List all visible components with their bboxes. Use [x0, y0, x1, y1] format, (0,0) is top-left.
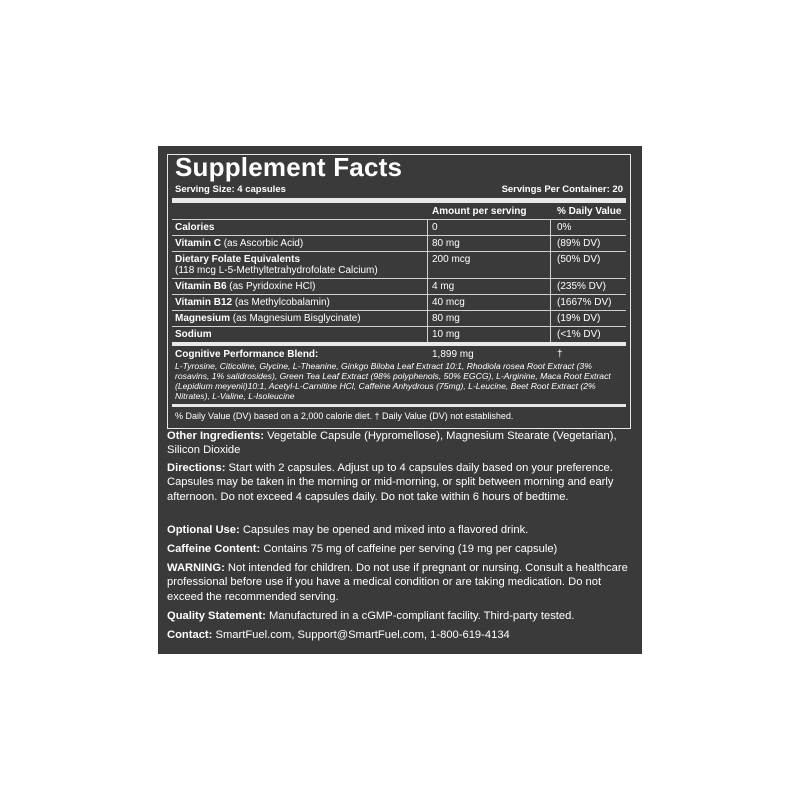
nutrient-desc: (as Pyridoxine HCl) — [226, 281, 316, 292]
row-divider — [172, 251, 626, 252]
supplement-label-panel — [158, 146, 642, 654]
blend-name: Cognitive Performance Blend: — [175, 349, 319, 360]
caffeine-content — [167, 542, 637, 556]
section-text: Not intended for children. Do not use if pregnant or nursing. Consult a healthcare professional before use if you have a medical condition or are taking medication. Do not exceed the recommended serving. — [167, 562, 628, 603]
nutrient-name: Calories — [175, 222, 215, 233]
row-divider — [172, 310, 626, 311]
nutrient-desc: (as Ascorbic Acid) — [220, 238, 304, 249]
blend-amount: 1,899 mg — [432, 349, 474, 360]
thick-divider — [172, 404, 626, 407]
section-text: Contains 75 mg of caffeine per serving (19 mg per capsule) — [260, 543, 558, 555]
column-divider — [427, 220, 428, 342]
nutrient-amount: 40 mcg — [432, 297, 465, 308]
thick-divider — [172, 342, 626, 346]
row-divider — [172, 278, 626, 279]
nutrient-dv: (50% DV) — [557, 254, 601, 265]
thin-divider — [172, 219, 626, 220]
nutrient-desc: (118 mcg L-5-Methyltetrahydrofolate Calcium) — [175, 265, 378, 276]
blend-dv: † — [557, 349, 563, 360]
quality-statement — [167, 609, 637, 623]
nutrient-name: Vitamin B12 — [175, 297, 233, 308]
nutrient-amount: 80 mg — [432, 313, 460, 324]
section-text: SmartFuel.com, Support@SmartFuel.com, 1-800-619-4134 — [212, 629, 510, 641]
nutrient-desc: (as Methylcobalamin) — [232, 297, 330, 308]
nutrient-desc: (as Magnesium Bisglycinate) — [230, 313, 361, 324]
section-text: Manufactured in a cGMP-compliant facility. Third-party tested. — [265, 610, 575, 622]
nutrient-name: Dietary Folate Equivalents — [175, 254, 301, 265]
servings-per-container: Servings Per Container: 20 — [501, 184, 623, 195]
supplement-facts-box — [167, 154, 631, 429]
section-text: Capsules may be opened and mixed into a flavored drink. — [239, 524, 529, 536]
nutrient-amount: 80 mg — [432, 238, 460, 249]
col-amount-header: Amount per serving — [432, 206, 527, 217]
section-label: WARNING: — [167, 562, 225, 574]
other-ingredients — [167, 429, 637, 458]
directions — [167, 461, 637, 504]
section-label: Caffeine Content: — [167, 543, 261, 555]
nutrient-dv: (1667% DV) — [557, 297, 612, 308]
contact — [167, 628, 637, 642]
facts-title: Supplement Facts — [175, 152, 403, 182]
nutrient-name: Vitamin C — [175, 238, 221, 249]
nutrient-dv: (<1% DV) — [557, 329, 601, 340]
section-label: Contact: — [167, 629, 213, 641]
nutrient-dv: (235% DV) — [557, 281, 606, 292]
section-label: Quality Statement: — [167, 610, 266, 622]
col-dv-header: % Daily Value — [557, 206, 622, 217]
dv-footnote: % Daily Value (DV) based on a 2,000 calorie diet. † Daily Value (DV) not established. — [175, 411, 514, 421]
row-divider — [172, 326, 626, 327]
section-label: Other Ingredients: — [167, 430, 264, 442]
nutrient-amount: 10 mg — [432, 329, 460, 340]
blend-ingredients: L-Tyrosine, Citicoline, Glycine, L-Theanine, Ginkgo Biloba Leaf Extract 10:1, Rhodiola rosea Root Extract (3% rosavins, 1% salidrosides), Green Tea Leaf Extract (98% polyphenols, 50% EGCG), L-Arginine, Maca Root Extract (Lepidium meyenii)10:1, Acetyl-L-Carnitine HCl, Caffeine Anhydrous (75mg), L-Leucine, Beet Root Extract (2% Nitrates), L-Valine, L-Isoleucine — [175, 361, 611, 401]
thick-divider — [172, 198, 626, 203]
nutrient-amount: 4 mg — [432, 281, 455, 292]
nutrient-amount: 200 mcg — [432, 254, 471, 265]
section-text: Start with 2 capsules. Adjust up to 4 capsules daily based on your preference. Capsules may be taken in the morning or mid-morning, or split between morning and early afternoon. Do not exceed 4 capsules daily. Do not take within 6 hours of bedtime. — [167, 462, 614, 503]
column-divider — [550, 220, 551, 342]
optional-use — [167, 523, 637, 537]
serving-size: Serving Size: 4 capsules — [175, 184, 286, 195]
nutrient-dv: 0% — [557, 222, 572, 233]
nutrient-name: Vitamin B6 — [175, 281, 227, 292]
section-text: Vegetable Capsule (Hypromellose), Magnesium Stearate (Vegetarian), Silicon Dioxide — [167, 430, 617, 457]
row-divider — [172, 294, 626, 295]
nutrient-name: Magnesium — [175, 313, 231, 324]
section-label: Directions: — [167, 462, 226, 474]
row-divider — [172, 235, 626, 236]
section-label: Optional Use: — [167, 524, 240, 536]
nutrient-amount: 0 — [432, 222, 438, 233]
nutrient-dv: (19% DV) — [557, 313, 601, 324]
warning — [167, 561, 637, 604]
nutrient-dv: (89% DV) — [557, 238, 601, 249]
nutrient-name: Sodium — [175, 329, 212, 340]
